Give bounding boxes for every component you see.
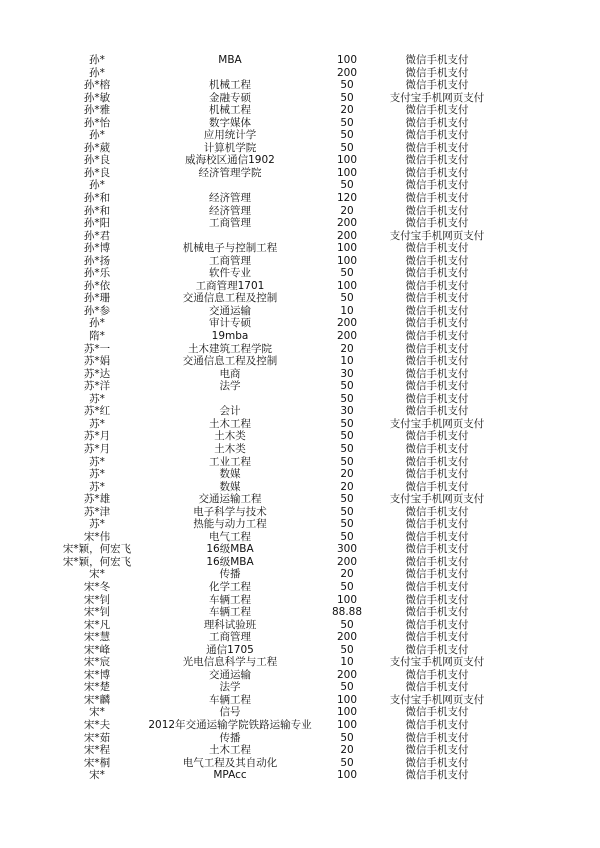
payment-method: 支付宝手机网页支付 <box>389 229 485 242</box>
payment-method: 微信手机支付 <box>405 769 469 782</box>
donor-name: 孙*雅 <box>83 104 111 117</box>
payment-method: 微信手机支付 <box>405 104 469 117</box>
donor-name: 隋* <box>89 330 105 343</box>
donor-name: 宋* <box>89 568 105 581</box>
table-row <box>0 493 600 506</box>
payment-method: 微信手机支付 <box>405 480 469 493</box>
table-row <box>0 343 600 356</box>
table-row <box>0 443 600 456</box>
table-row <box>0 506 600 519</box>
donor-name: 苏*娟 <box>83 355 111 368</box>
payment-method: 微信手机支付 <box>405 141 469 154</box>
payment-method: 微信手机支付 <box>405 618 469 631</box>
donation-amount: 50 <box>340 505 354 518</box>
donor-name: 孙* <box>89 129 105 142</box>
payment-method: 微信手机支付 <box>405 392 469 405</box>
donor-major: 法学 <box>219 681 241 694</box>
payment-method: 微信手机支付 <box>405 555 469 568</box>
donor-major: 机械工程 <box>209 79 251 92</box>
donor-major: 光电信息科学与工程 <box>182 656 278 669</box>
donor-major: 会计 <box>219 405 241 418</box>
donor-major: 交通信息工程及控制 <box>182 355 278 368</box>
donor-major: 数媒 <box>219 468 241 481</box>
table-row <box>0 656 600 669</box>
donor-major: 威海校区通信1902 <box>185 154 275 167</box>
table-row <box>0 531 600 544</box>
donation-amount: 100 <box>336 593 358 606</box>
donor-name: 宋*凡 <box>83 618 111 631</box>
donor-name: 孙*珊 <box>83 292 111 305</box>
payment-method: 微信手机支付 <box>405 430 469 443</box>
donor-major: 热能与动力工程 <box>193 518 267 531</box>
donor-major: 电商 <box>219 367 241 380</box>
donor-major: 车辆工程 <box>209 693 251 706</box>
donor-name: 苏* <box>89 480 105 493</box>
payment-method: 微信手机支付 <box>405 292 469 305</box>
donation-amount: 200 <box>336 217 358 230</box>
donor-name: 苏* <box>89 417 105 430</box>
table-row <box>0 744 600 757</box>
donor-name: 宋*宸 <box>83 656 111 669</box>
table-row <box>0 518 600 531</box>
table-row <box>0 468 600 481</box>
table-row <box>0 732 600 745</box>
donor-name: 孙*阳 <box>83 217 111 230</box>
donation-amount: 50 <box>340 417 354 430</box>
donor-major: 审计专硕 <box>209 317 251 330</box>
payment-method: 微信手机支付 <box>405 668 469 681</box>
donor-major: 电气工程 <box>209 530 251 543</box>
donor-name: 宋*茹 <box>83 731 111 744</box>
table-row <box>0 694 600 707</box>
table-row <box>0 380 600 393</box>
donation-amount: 50 <box>340 580 354 593</box>
donor-name: 孙*乐 <box>83 267 111 280</box>
donor-major: 土木建筑工程学院 <box>188 342 272 355</box>
payment-method: 微信手机支付 <box>405 543 469 556</box>
donation-amount: 200 <box>336 317 358 330</box>
donation-amount: 50 <box>340 455 354 468</box>
donor-name: 苏*津 <box>83 505 111 518</box>
donor-name: 宋*楚 <box>83 681 111 694</box>
payment-method: 支付宝手机网页支付 <box>389 417 485 430</box>
table-row <box>0 606 600 619</box>
donor-name: 孙*博 <box>83 242 111 255</box>
table-row <box>0 481 600 494</box>
donor-name: 宋*钊 <box>83 593 111 606</box>
donation-amount: 20 <box>340 342 354 355</box>
donation-amount: 100 <box>336 693 358 706</box>
table-row <box>0 644 600 657</box>
table-row <box>0 79 600 92</box>
table-row <box>0 242 600 255</box>
table-row <box>0 205 600 218</box>
donation-amount: 100 <box>336 154 358 167</box>
table-row <box>0 706 600 719</box>
table-row <box>0 54 600 67</box>
donor-name: 苏*一 <box>83 342 111 355</box>
table-row <box>0 594 600 607</box>
donor-name: 宋*颖，何宏飞 <box>62 555 132 568</box>
donation-amount: 50 <box>340 681 354 694</box>
donor-major: 车辆工程 <box>209 606 251 619</box>
donor-name: 孙* <box>89 317 105 330</box>
donor-name: 苏* <box>89 392 105 405</box>
donor-name: 孙*君 <box>83 229 111 242</box>
payment-method: 微信手机支付 <box>405 129 469 142</box>
table-row <box>0 368 600 381</box>
payment-method: 微信手机支付 <box>405 304 469 317</box>
donor-name: 孙*参 <box>83 304 111 317</box>
payment-method: 微信手机支付 <box>405 317 469 330</box>
donor-major: 交通运输 <box>209 668 251 681</box>
table-row <box>0 305 600 318</box>
donor-name: 孙*和 <box>83 192 111 205</box>
donor-name: 宋*麟 <box>83 693 111 706</box>
payment-method: 支付宝手机网页支付 <box>389 693 485 706</box>
payment-method: 微信手机支付 <box>405 166 469 179</box>
donor-major: 2012年交通运输学院铁路运输专业 <box>148 718 312 731</box>
donor-major: 传播 <box>219 568 241 581</box>
donor-major: 数媒 <box>219 480 241 493</box>
donation-amount: 200 <box>336 229 358 242</box>
donation-amount: 20 <box>340 204 354 217</box>
payment-method: 微信手机支付 <box>405 731 469 744</box>
payment-method: 微信手机支付 <box>405 756 469 769</box>
table-row <box>0 581 600 594</box>
payment-method: 微信手机支付 <box>405 154 469 167</box>
payment-method: 微信手机支付 <box>405 718 469 731</box>
donation-amount: 100 <box>336 279 358 292</box>
donor-name: 孙* <box>89 179 105 192</box>
donor-name: 苏*月 <box>83 442 111 455</box>
table-row <box>0 154 600 167</box>
donation-amount: 50 <box>340 129 354 142</box>
payment-method: 微信手机支付 <box>405 468 469 481</box>
table-row <box>0 393 600 406</box>
donor-major: 19mba <box>211 330 249 343</box>
payment-method: 微信手机支付 <box>405 568 469 581</box>
payment-method: 微信手机支付 <box>405 631 469 644</box>
payment-method: 微信手机支付 <box>405 179 469 192</box>
payment-method: 微信手机支付 <box>405 367 469 380</box>
donor-name: 宋* <box>89 706 105 719</box>
donation-amount: 50 <box>340 493 354 506</box>
table-row <box>0 117 600 130</box>
donor-major: 工商管理1701 <box>195 279 265 292</box>
donor-name: 孙*葳 <box>83 141 111 154</box>
table-row <box>0 267 600 280</box>
donation-amount: 100 <box>336 769 358 782</box>
donor-major: 通信1705 <box>206 643 254 656</box>
donor-name: 孙*良 <box>83 154 111 167</box>
donor-major: 传播 <box>219 731 241 744</box>
donor-name: 孙*依 <box>83 279 111 292</box>
donation-amount: 30 <box>340 367 354 380</box>
donation-amount: 50 <box>340 518 354 531</box>
donation-amount: 20 <box>340 468 354 481</box>
table-row <box>0 292 600 305</box>
payment-method: 微信手机支付 <box>405 442 469 455</box>
donor-major: 土木类 <box>214 430 246 443</box>
donation-amount: 50 <box>340 116 354 129</box>
table-row <box>0 167 600 180</box>
donor-major: MPAcc <box>213 769 247 782</box>
donor-name: 孙*榕 <box>83 79 111 92</box>
donation-amount: 200 <box>336 631 358 644</box>
donor-name: 苏* <box>89 468 105 481</box>
donor-major: 土木工程 <box>209 417 251 430</box>
table-row <box>0 681 600 694</box>
table-row <box>0 418 600 431</box>
donor-major: 工业工程 <box>209 455 251 468</box>
payment-method: 微信手机支付 <box>405 593 469 606</box>
donor-major: 化学工程 <box>209 580 251 593</box>
donor-name: 宋*钊 <box>83 606 111 619</box>
donor-major: 法学 <box>219 380 241 393</box>
donation-amount: 50 <box>340 430 354 443</box>
donation-amount: 50 <box>340 643 354 656</box>
donation-amount: 50 <box>340 731 354 744</box>
donation-amount: 100 <box>336 242 358 255</box>
payment-method: 支付宝手机网页支付 <box>389 493 485 506</box>
table-row <box>0 631 600 644</box>
table-row <box>0 330 600 343</box>
payment-method: 微信手机支付 <box>405 580 469 593</box>
donor-name: 孙*敏 <box>83 91 111 104</box>
payment-method: 微信手机支付 <box>405 54 469 66</box>
donor-name: 苏*洋 <box>83 380 111 393</box>
donation-amount: 10 <box>340 355 354 368</box>
donation-amount: 100 <box>336 54 358 66</box>
donor-name: 孙* <box>89 66 105 79</box>
donor-name: 苏*红 <box>83 405 111 418</box>
donation-amount: 50 <box>340 530 354 543</box>
table-row <box>0 67 600 80</box>
payment-method: 微信手机支付 <box>405 681 469 694</box>
donor-name: 宋*冬 <box>83 580 111 593</box>
payment-method: 微信手机支付 <box>405 505 469 518</box>
table-row <box>0 280 600 293</box>
donor-major: 车辆工程 <box>209 593 251 606</box>
donor-major: 信号 <box>219 706 241 719</box>
donation-amount: 50 <box>340 442 354 455</box>
donation-amount: 300 <box>336 543 358 556</box>
donor-name: 宋*程 <box>83 744 111 757</box>
table-row <box>0 255 600 268</box>
table-row <box>0 355 600 368</box>
table-row <box>0 669 600 682</box>
table-row <box>0 619 600 632</box>
table-row <box>0 405 600 418</box>
donor-name: 宋*颖，何宏飞 <box>62 543 132 556</box>
donor-name: 孙* <box>89 54 105 66</box>
payment-method: 支付宝手机网页支付 <box>389 656 485 669</box>
donation-amount: 50 <box>340 292 354 305</box>
donation-amount: 100 <box>336 166 358 179</box>
donor-name: 苏* <box>89 518 105 531</box>
donation-amount: 30 <box>340 405 354 418</box>
payment-method: 微信手机支付 <box>405 116 469 129</box>
donor-major: 机械工程 <box>209 104 251 117</box>
donor-major: 土木类 <box>214 442 246 455</box>
donor-major: 电气工程及其自动化 <box>182 756 278 769</box>
donation-amount: 20 <box>340 480 354 493</box>
table-row <box>0 192 600 205</box>
donor-major: 数字媒体 <box>209 116 251 129</box>
donor-name: 孙*怡 <box>83 116 111 129</box>
donor-major: 工商管理 <box>209 254 251 267</box>
donor-major: 计算机学院 <box>203 141 257 154</box>
donor-major: 经济管理学院 <box>198 166 262 179</box>
donation-amount: 10 <box>340 304 354 317</box>
donor-major: 金融专硕 <box>209 91 251 104</box>
donation-table <box>0 54 600 782</box>
table-row <box>0 317 600 330</box>
donor-major: MBA <box>218 54 242 66</box>
payment-method: 微信手机支付 <box>405 455 469 468</box>
donation-amount: 20 <box>340 568 354 581</box>
table-row <box>0 129 600 142</box>
payment-method: 微信手机支付 <box>405 279 469 292</box>
donor-major: 经济管理 <box>209 204 251 217</box>
donor-name: 孙*扬 <box>83 254 111 267</box>
payment-method: 微信手机支付 <box>405 518 469 531</box>
table-row <box>0 769 600 782</box>
donor-major: 16级MBA <box>206 555 254 568</box>
payment-method: 微信手机支付 <box>405 66 469 79</box>
table-row <box>0 456 600 469</box>
donation-amount: 10 <box>340 656 354 669</box>
donor-major: 工商管理 <box>209 631 251 644</box>
donor-major: 软件专业 <box>209 267 251 280</box>
donor-major: 理科试验班 <box>203 618 257 631</box>
donor-name: 苏* <box>89 455 105 468</box>
donation-amount: 50 <box>340 91 354 104</box>
payment-method: 支付宝手机网页支付 <box>389 91 485 104</box>
donation-amount: 50 <box>340 380 354 393</box>
table-row <box>0 430 600 443</box>
donor-name: 宋*夫 <box>83 718 111 731</box>
payment-method: 微信手机支付 <box>405 217 469 230</box>
table-row <box>0 757 600 770</box>
donation-amount: 100 <box>336 706 358 719</box>
table-row <box>0 568 600 581</box>
table-row <box>0 217 600 230</box>
payment-method: 微信手机支付 <box>405 380 469 393</box>
donor-major: 电子科学与技术 <box>193 505 267 518</box>
table-row <box>0 179 600 192</box>
donation-amount: 200 <box>336 66 358 79</box>
donor-name: 苏*达 <box>83 367 111 380</box>
donor-name: 苏*月 <box>83 430 111 443</box>
table-row <box>0 92 600 105</box>
donation-amount: 50 <box>340 392 354 405</box>
donor-major: 交通信息工程及控制 <box>182 292 278 305</box>
donation-amount: 50 <box>340 618 354 631</box>
payment-method: 微信手机支付 <box>405 643 469 656</box>
donor-major: 土木工程 <box>209 744 251 757</box>
table-row <box>0 543 600 556</box>
donor-major: 工商管理 <box>209 217 251 230</box>
payment-method: 微信手机支付 <box>405 79 469 92</box>
donor-major: 经济管理 <box>209 192 251 205</box>
donor-name: 孙*良 <box>83 166 111 179</box>
donation-amount: 20 <box>340 744 354 757</box>
payment-method: 微信手机支付 <box>405 330 469 343</box>
table-row <box>0 556 600 569</box>
payment-method: 微信手机支付 <box>405 355 469 368</box>
payment-method: 微信手机支付 <box>405 267 469 280</box>
donor-name: 苏*雄 <box>83 493 111 506</box>
donation-amount: 50 <box>340 267 354 280</box>
donation-amount: 50 <box>340 179 354 192</box>
donation-amount: 100 <box>336 718 358 731</box>
donor-name: 宋*慧 <box>83 631 111 644</box>
donor-name: 宋*伟 <box>83 530 111 543</box>
donation-amount: 50 <box>340 79 354 92</box>
table-row <box>0 230 600 243</box>
payment-method: 微信手机支付 <box>405 606 469 619</box>
donor-major: 机械电子与控制工程 <box>182 242 278 255</box>
table-row <box>0 104 600 117</box>
donor-major: 交通运输工程 <box>198 493 262 506</box>
donor-name: 宋*桐 <box>83 756 111 769</box>
donor-major: 应用统计学 <box>203 129 257 142</box>
donor-name: 宋*峰 <box>83 643 111 656</box>
payment-method: 微信手机支付 <box>405 204 469 217</box>
payment-method: 微信手机支付 <box>405 405 469 418</box>
donation-amount: 120 <box>336 192 358 205</box>
payment-method: 微信手机支付 <box>405 254 469 267</box>
payment-method: 微信手机支付 <box>405 342 469 355</box>
table-row <box>0 142 600 155</box>
donation-amount: 200 <box>336 668 358 681</box>
payment-method: 微信手机支付 <box>405 192 469 205</box>
donor-major: 交通运输 <box>209 304 251 317</box>
donation-amount: 88.88 <box>331 606 363 619</box>
donation-amount: 200 <box>336 555 358 568</box>
donation-amount: 200 <box>336 330 358 343</box>
payment-method: 微信手机支付 <box>405 242 469 255</box>
donation-amount: 20 <box>340 104 354 117</box>
donation-amount: 50 <box>340 756 354 769</box>
payment-method: 微信手机支付 <box>405 744 469 757</box>
donor-name: 孙*和 <box>83 204 111 217</box>
donation-amount: 100 <box>336 254 358 267</box>
donor-name: 宋* <box>89 769 105 782</box>
donation-amount: 50 <box>340 141 354 154</box>
payment-method: 微信手机支付 <box>405 706 469 719</box>
donor-major: 16级MBA <box>206 543 254 556</box>
payment-method: 微信手机支付 <box>405 530 469 543</box>
donor-name: 宋*博 <box>83 668 111 681</box>
table-row <box>0 719 600 732</box>
